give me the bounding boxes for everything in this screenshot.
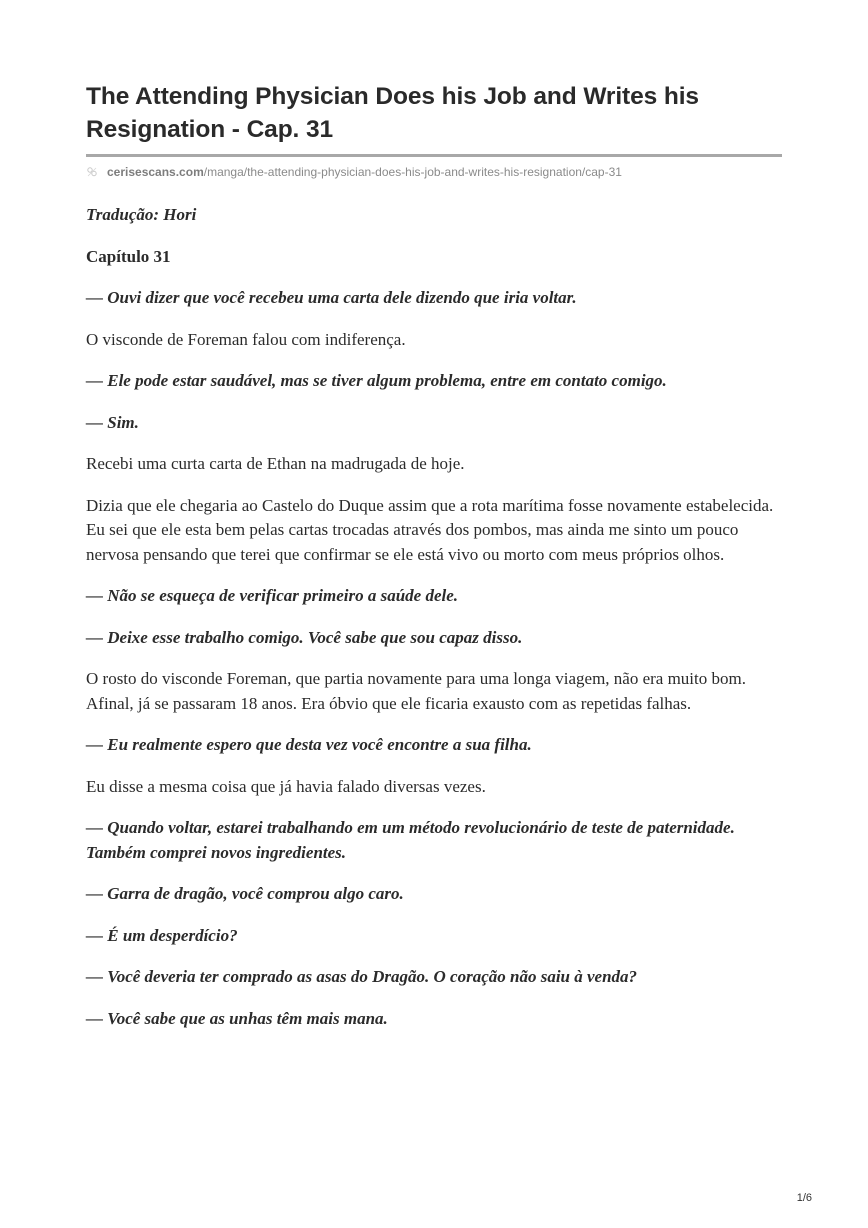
paragraph: — Ouvi dizer que você recebeu uma carta dele dizendo que iria voltar. [86, 288, 577, 307]
page-number: 1/6 [796, 1192, 812, 1204]
paragraph: — Você sabe que as unhas têm mais mana. [86, 1008, 388, 1028]
paragraph: Dizia que ele chegaria ao Castelo do Duque assim que a rota marítima fosse novamente estabelecida. Eu sei que ele esta bem pelas cartas trocadas através dos pombos, mas ainda me sinto um pouco nervosa pensando que terei que confirmar se ele está vivo ou morto com meus próprios olhos. [86, 495, 774, 564]
paragraph: — Deixe esse trabalho comigo. Você sabe que sou capaz disso. [86, 627, 523, 647]
source-path: /manga/the-attending-physician-does-his-job-and-writes-his-resignation/cap-31 [203, 165, 622, 179]
paragraph: Recebi uma curta carta de Ethan na madrugada de hoje. [86, 454, 465, 473]
document-page [86, 80, 782, 1048]
article-body [86, 203, 782, 1031]
favicon-icon [86, 166, 98, 178]
source-domain: cerisescans.com [107, 165, 204, 179]
paragraph: — Ele pode estar saudável, mas se tiver algum problema, entre em contato comigo. [86, 371, 667, 390]
paragraph: — É um desperdício? [86, 925, 238, 945]
paragraph: Eu disse a mesma coisa que já havia falado diversas vezes. [86, 776, 486, 796]
paragraph: — Sim. [86, 412, 139, 432]
paragraph: — Não se esqueça de verificar primeiro a saúde dele. [86, 586, 459, 605]
source-url[interactable] [86, 165, 782, 179]
paragraph: — Garra de dragão, você comprou algo caro. [86, 884, 404, 903]
page-title: The Attending Physician Does his Job and Writes his Resignation - Cap. 31 [86, 83, 699, 143]
title-divider [86, 154, 782, 157]
paragraph: O visconde de Foreman falou com indiferença. [86, 329, 406, 349]
paragraph: Capítulo 31 [86, 246, 171, 266]
paragraph: Tradução: Hori [86, 205, 197, 224]
paragraph: — Você deveria ter comprado as asas do Dragão. O coração não saiu à venda? [86, 967, 638, 986]
paragraph: O rosto do visconde Foreman, que partia novamente para uma longa viagem, não era muito bom. Afinal, já se passaram 18 anos. Era óbvio que ele ficaria exausto com as repetidas falhas. [86, 669, 746, 713]
paragraph: — Quando voltar, estarei trabalhando em um método revolucionário de teste de paternidade. Também comprei novos ingredientes. [86, 818, 735, 862]
paragraph: — Eu realmente espero que desta vez você encontre a sua filha. [86, 735, 532, 754]
